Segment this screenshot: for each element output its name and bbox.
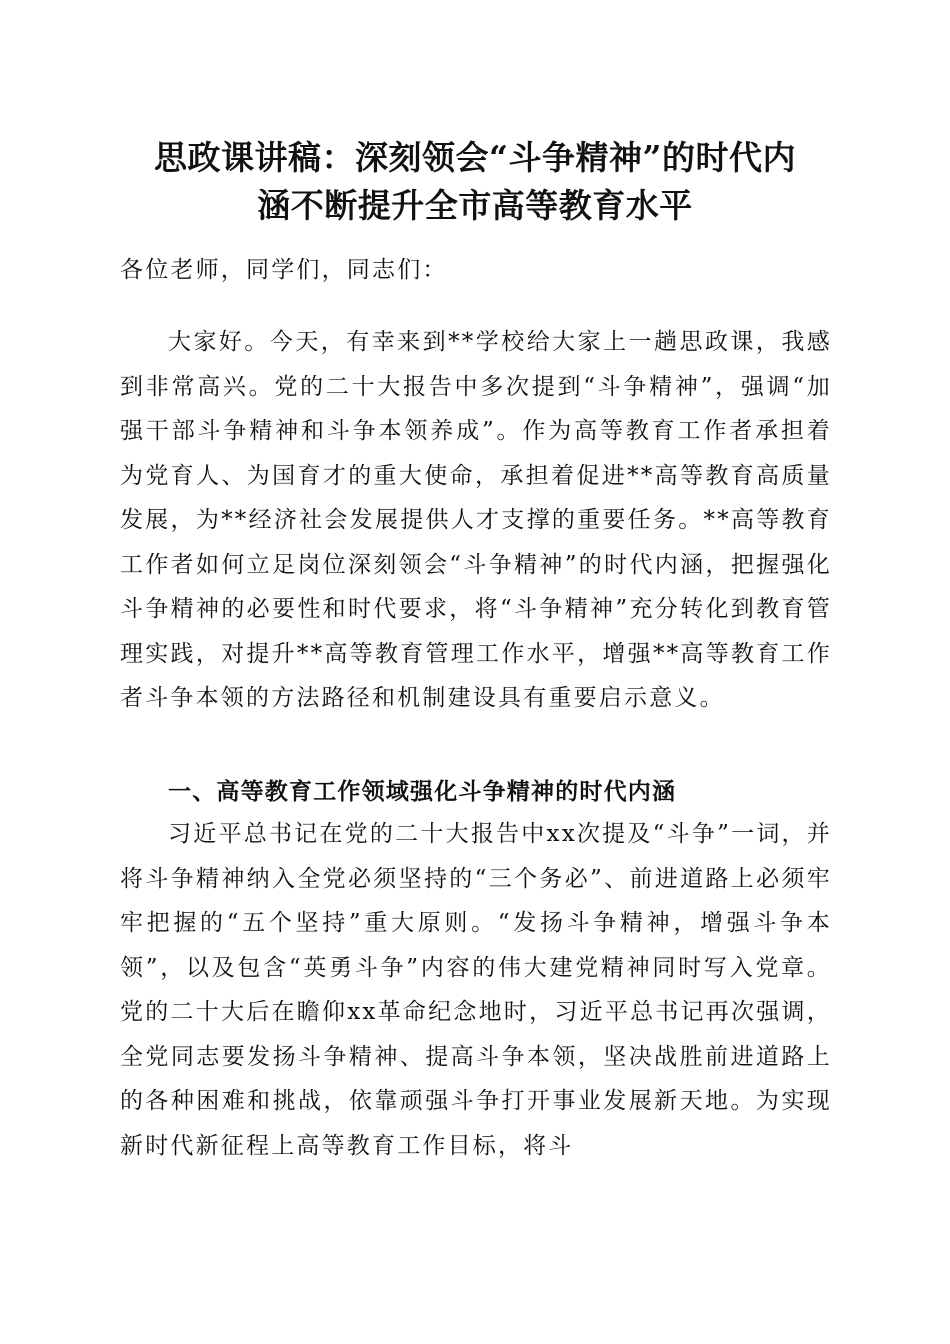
document-title-line-1: 思政课讲稿：深刻领会“斗争精神”的时代内 [154, 138, 796, 177]
section-heading-1: 一、高等教育工作领域强化斗争精神的时代内涵 [168, 779, 677, 805]
paragraph-section-1: 习近平总书记在党的二十大报告中xx次提及“斗争”一词，并将斗争精神纳入全党必须坚持的“三个务必”、前进道路上必须牢牢把握的“五个坚持”重大原则。“发扬斗争精神，增强斗争本领”，以及包含“英勇斗争”内容的伟大建党精神同时写入党章。党的二十大后在瞻仰xx革命纪念地时，习近平总书记再次强调，全党同志要发扬斗争精神、提高斗争本领，坚决战胜前进道路上的各种困难和挑战，依靠顽强斗争打开事业发展新天地。为实现新时代新征程上高等教育工作目标，将斗 [120, 821, 832, 1159]
paragraph-opening: 大家好。今天，有幸来到**学校给大家上一趟思政课，我感到非常高兴。党的二十大报告中多次提到“斗争精神”，强调“加强干部斗争精神和斗争本领养成”。作为高等教育工作者承担着为党育人、为国育才的重大使命，承担着促进**高等教育高质量发展，为**经济社会发展提供人才支撑的重要任务。**高等教育工作者如何立足岗位深刻领会“斗争精神”的时代内涵，把握强化斗争精神的必要性和时代要求，将“斗争精神”充分转化到教育管理实践，对提升**高等教育管理工作水平，增强**高等教育工作者斗争本领的方法路径和机制建设具有重要启示意义。 [120, 329, 832, 711]
salutation: 各位老师，同学们，同志们： [120, 257, 448, 283]
document-title-line-2: 涵不断提升全市高等教育水平 [257, 186, 693, 225]
